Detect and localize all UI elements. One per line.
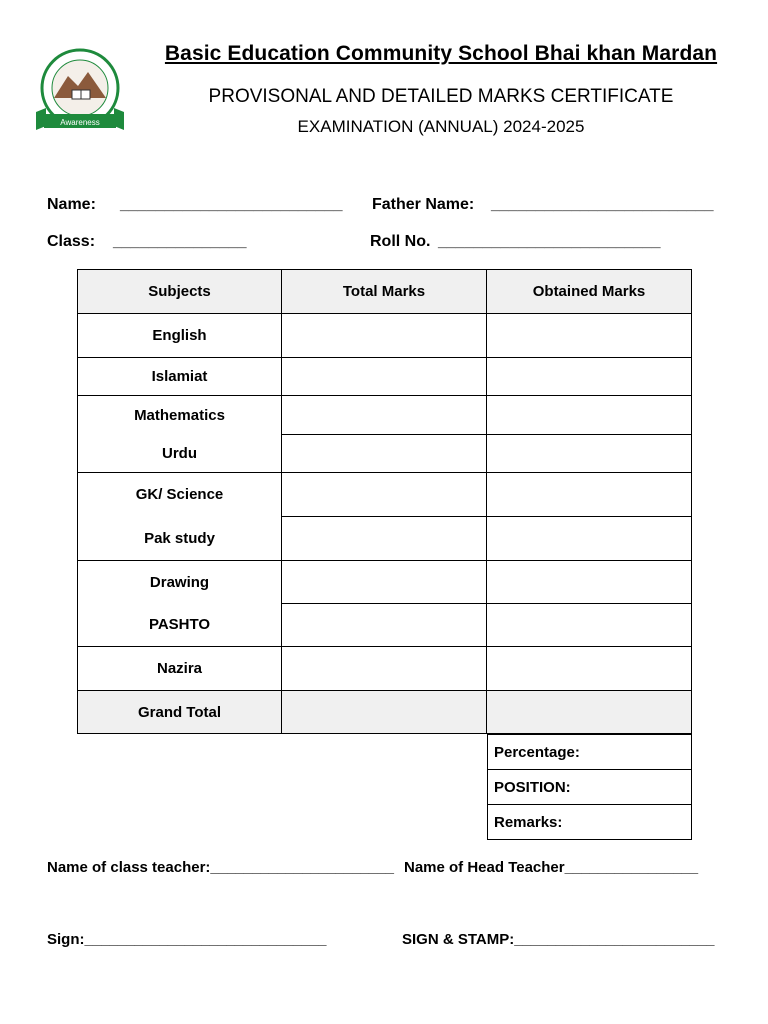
table-row: [78, 473, 692, 517]
header-total-marks: Total Marks: [282, 270, 487, 314]
grand-total-row: [78, 691, 692, 734]
school-name: Basic Education Community School Bhai khan Mardan: [164, 42, 718, 65]
subject-cell: GK/ Science: [78, 473, 282, 517]
table-row: [78, 435, 692, 473]
marks-table: [77, 269, 692, 734]
grand-obtained-marks-cell[interactable]: [487, 691, 692, 734]
school-logo: [32, 46, 128, 138]
name-label: Name:: [47, 196, 96, 213]
roll-no-field[interactable]: _________________________: [438, 233, 661, 250]
table-row: [78, 604, 692, 647]
class-label: Class:: [47, 233, 96, 250]
percentage-field[interactable]: Percentage:: [488, 735, 692, 770]
certificate-title: PROVISONAL AND DETAILED MARKS CERTIFICATE: [208, 86, 674, 107]
table-row: [78, 561, 692, 604]
table-row: [78, 358, 692, 396]
obtained-marks-cell[interactable]: [487, 604, 692, 647]
father-name-label: Father Name:: [372, 196, 475, 213]
subject-cell: PASHTO: [78, 604, 282, 647]
header-obtained-marks: Obtained Marks: [487, 270, 692, 314]
total-marks-cell[interactable]: [282, 604, 487, 647]
roll-no-label: Roll No.: [370, 233, 431, 250]
obtained-marks-cell[interactable]: [487, 358, 692, 396]
sign-field[interactable]: Sign:_____________________________: [47, 931, 327, 948]
obtained-marks-cell[interactable]: [487, 561, 692, 604]
father-name-field[interactable]: _________________________: [491, 196, 714, 213]
subject-cell: Urdu: [78, 435, 282, 473]
head-teacher-field[interactable]: Name of Head Teacher________________: [404, 859, 699, 876]
position-field[interactable]: POSITION:: [488, 770, 692, 805]
table-row: [78, 314, 692, 358]
sign-stamp-field[interactable]: SIGN & STAMP:________________________: [402, 931, 715, 948]
grand-total-marks-cell[interactable]: [282, 691, 487, 734]
total-marks-cell[interactable]: [282, 314, 487, 358]
total-marks-cell[interactable]: [282, 396, 487, 435]
table-header-row: [78, 270, 692, 314]
subject-cell: English: [78, 314, 282, 358]
total-marks-cell[interactable]: [282, 473, 487, 517]
obtained-marks-cell[interactable]: [487, 517, 692, 561]
obtained-marks-cell[interactable]: [487, 314, 692, 358]
subject-cell: Islamiat: [78, 358, 282, 396]
subject-cell: Drawing: [78, 561, 282, 604]
table-row: [78, 647, 692, 691]
name-field[interactable]: _________________________: [120, 196, 343, 213]
obtained-marks-cell[interactable]: [487, 396, 692, 435]
subject-cell: Pak study: [78, 517, 282, 561]
grand-total-label: Grand Total: [78, 691, 282, 734]
logo-ribbon-text: Awareness: [60, 118, 100, 127]
total-marks-cell[interactable]: [282, 561, 487, 604]
total-marks-cell[interactable]: [282, 435, 487, 473]
obtained-marks-cell[interactable]: [487, 647, 692, 691]
table-row: [78, 396, 692, 435]
subject-cell: Mathematics: [78, 396, 282, 435]
header-subjects: Subjects: [78, 270, 282, 314]
obtained-marks-cell[interactable]: [487, 435, 692, 473]
remarks-field[interactable]: Remarks:: [488, 805, 692, 840]
class-field[interactable]: _______________: [113, 233, 247, 250]
total-marks-cell[interactable]: [282, 517, 487, 561]
total-marks-cell[interactable]: [282, 647, 487, 691]
obtained-marks-cell[interactable]: [487, 473, 692, 517]
class-teacher-field[interactable]: Name of class teacher:______________________: [47, 859, 394, 876]
subject-cell: Nazira: [78, 647, 282, 691]
examination-title: EXAMINATION (ANNUAL) 2024-2025: [297, 117, 585, 136]
table-row: [78, 517, 692, 561]
summary-table: [487, 734, 692, 840]
total-marks-cell[interactable]: [282, 358, 487, 396]
